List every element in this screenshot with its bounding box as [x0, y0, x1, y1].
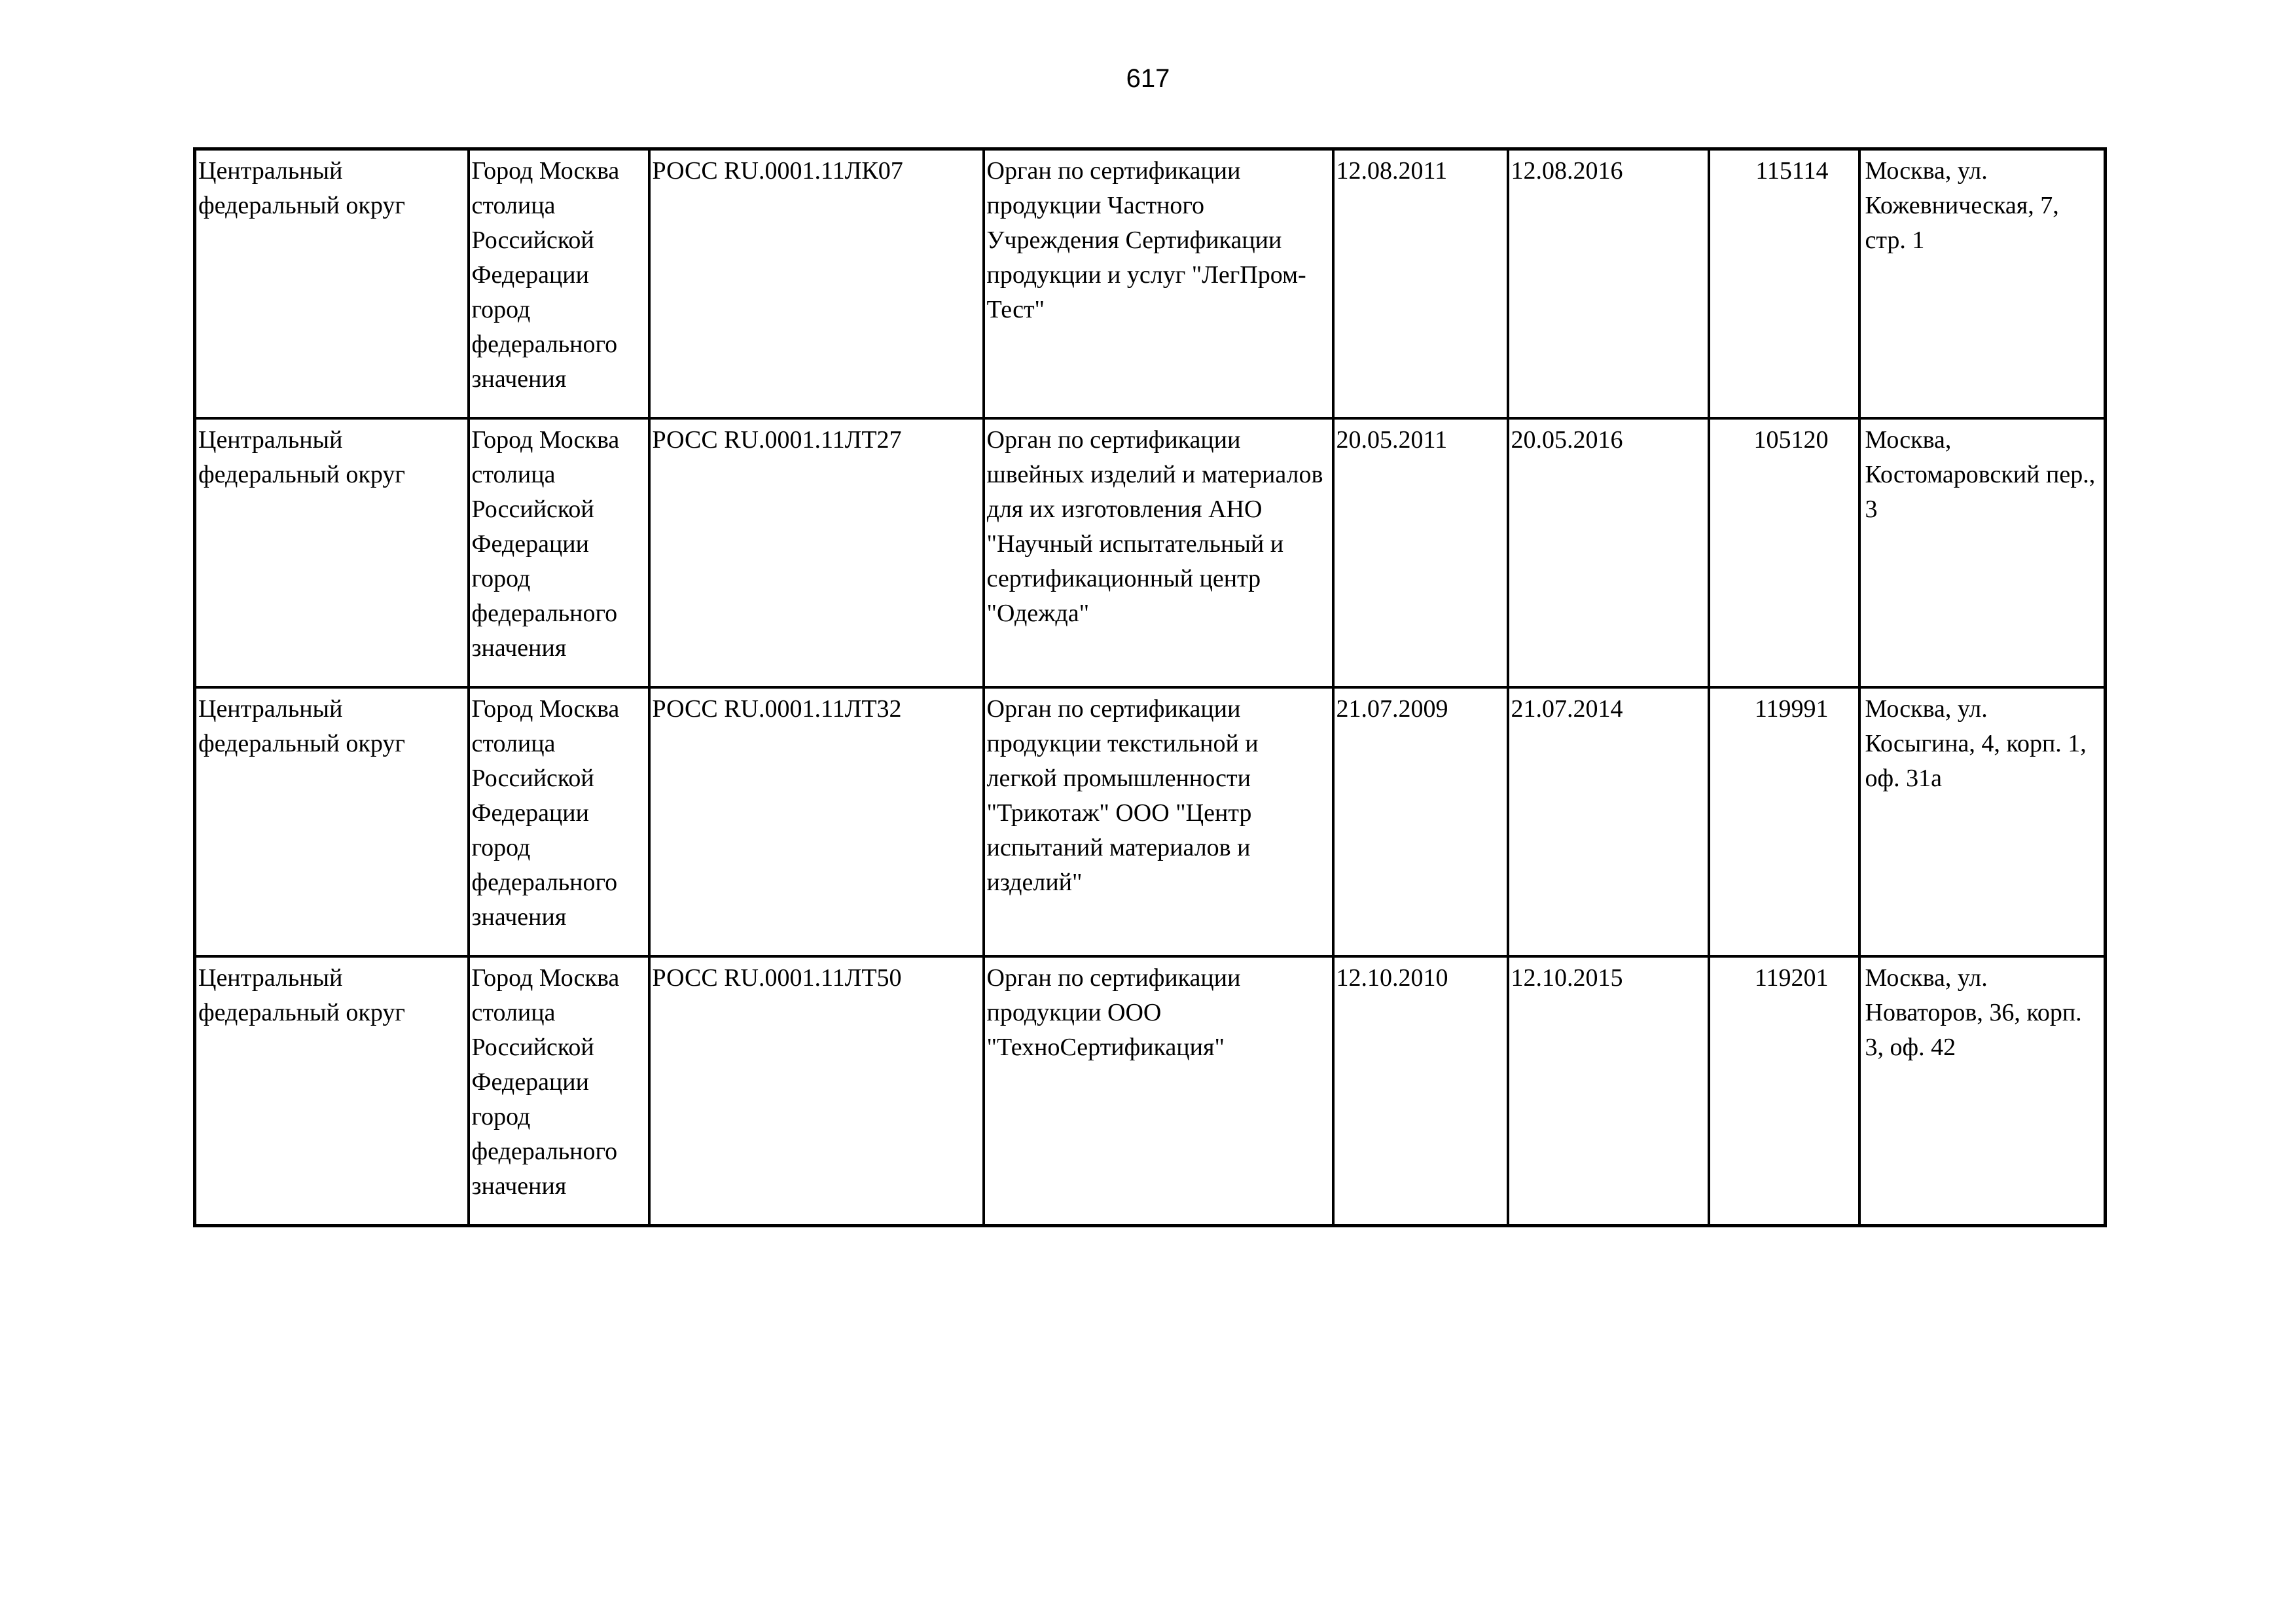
date-to-cell: 20.05.2016	[1508, 418, 1709, 687]
certificate-code-cell: РОСС RU.0001.11ЛТ32	[649, 687, 984, 956]
date-from-cell: 12.10.2010	[1333, 956, 1508, 1226]
region-cell: Город Москва столица Российской Федерации город федерального значения	[469, 149, 649, 419]
postcode-cell: 115114	[1709, 149, 1859, 419]
district-cell: Центральный федеральный округ	[195, 687, 469, 956]
address-cell: Москва, ул. Косыгина, 4, корп. 1, оф. 31а	[1859, 687, 2106, 956]
district-cell: Центральный федеральный округ	[195, 418, 469, 687]
table-row	[195, 149, 2106, 419]
postcode-cell: 119201	[1709, 956, 1859, 1226]
table-row	[195, 687, 2106, 956]
address-cell: Москва, Костомаровский пер., 3	[1859, 418, 2106, 687]
postcode-cell: 119991	[1709, 687, 1859, 956]
postcode-cell: 105120	[1709, 418, 1859, 687]
organization-cell: Орган по сертификации продукции текстильной и легкой промышленности "Трикотаж" ООО "Центр испытаний материалов и изделий"	[984, 687, 1333, 956]
district-cell: Центральный федеральный округ	[195, 956, 469, 1226]
region-cell: Город Москва столица Российской Федерации город федерального значения	[469, 687, 649, 956]
table-row	[195, 418, 2106, 687]
date-from-cell: 21.07.2009	[1333, 687, 1508, 956]
table-row	[195, 956, 2106, 1226]
date-from-cell: 20.05.2011	[1333, 418, 1508, 687]
certification-bodies-table	[193, 147, 2107, 1227]
date-to-cell: 12.08.2016	[1508, 149, 1709, 419]
certificate-code-cell: РОСС RU.0001.11ЛТ27	[649, 418, 984, 687]
page-number: 617	[1126, 64, 1170, 93]
date-to-cell: 12.10.2015	[1508, 956, 1709, 1226]
region-cell: Город Москва столица Российской Федерации город федерального значения	[469, 956, 649, 1226]
organization-cell: Орган по сертификации швейных изделий и материалов для их изготовления АНО "Научный испытательный и сертификационный центр "Одежда"	[984, 418, 1333, 687]
address-cell: Москва, ул. Новаторов, 36, корп. 3, оф. 42	[1859, 956, 2106, 1226]
district-cell: Центральный федеральный округ	[195, 149, 469, 419]
date-to-cell: 21.07.2014	[1508, 687, 1709, 956]
certificate-code-cell: РОСС RU.0001.11ЛК07	[649, 149, 984, 419]
organization-cell: Орган по сертификации продукции ООО "ТехноСертификация"	[984, 956, 1333, 1226]
address-cell: Москва, ул. Кожевническая, 7, стр. 1	[1859, 149, 2106, 419]
organization-cell: Орган по сертификации продукции Частного Учреждения Сертификации продукции и услуг "ЛегПром-Тест"	[984, 149, 1333, 419]
date-from-cell: 12.08.2011	[1333, 149, 1508, 419]
region-cell: Город Москва столица Российской Федерации город федерального значения	[469, 418, 649, 687]
certificate-code-cell: РОСС RU.0001.11ЛТ50	[649, 956, 984, 1226]
